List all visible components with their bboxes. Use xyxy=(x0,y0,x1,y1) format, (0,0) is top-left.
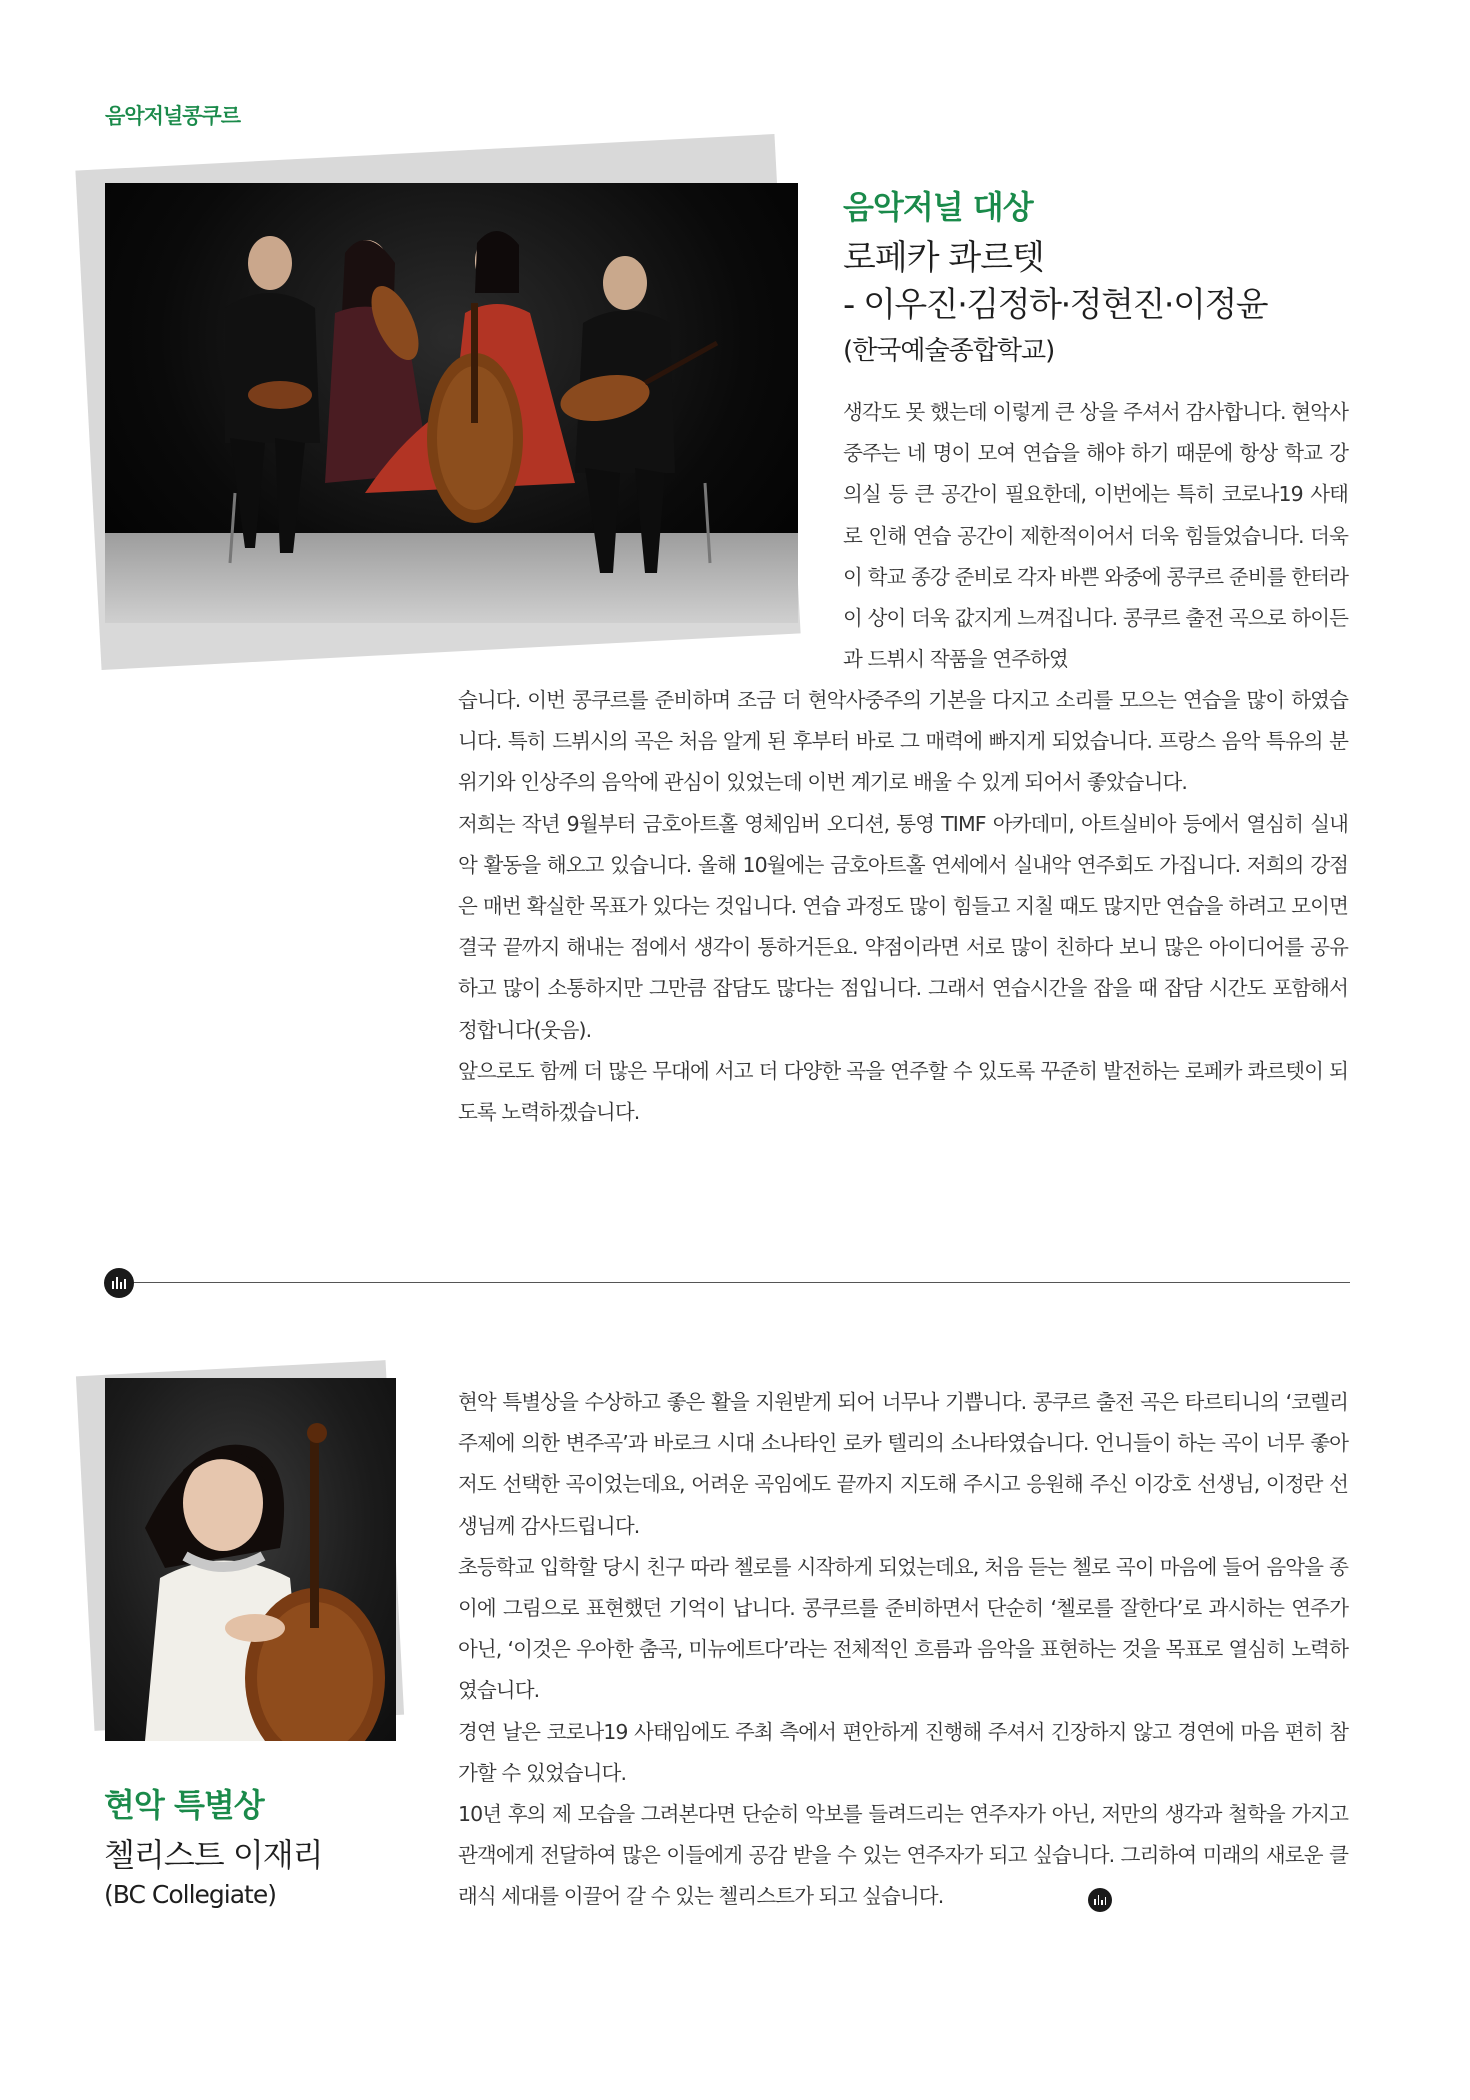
award-title-string-special: 현악 특별상 xyxy=(104,1786,264,1824)
cellist-school: (BC Collegiate) xyxy=(104,1880,276,1909)
cellist-photo xyxy=(105,1378,396,1741)
quartet-illustration xyxy=(105,183,798,623)
music-journal-logo-icon xyxy=(104,1268,134,1298)
article2-body xyxy=(458,1382,1348,1918)
article1-body xyxy=(458,680,1348,1133)
article2-paragraph: 경연 날은 코로나19 사태임에도 주최 측에서 편안하게 진행해 주셔서 긴장하지 않고 경연에 마음 편히 참가할 수 있었습니다. xyxy=(458,1719,1348,1785)
ensemble-school: (한국예술종합학교) xyxy=(843,336,1055,366)
article1-paragraph: 앞으로도 함께 더 많은 무대에 서고 더 다양한 곡을 연주할 수 있도록 꾸준히 발전하는 로페카 콰르텟이 되도록 노력하겠습니다. xyxy=(458,1058,1348,1125)
section-divider xyxy=(125,1282,1350,1283)
quartet-photo xyxy=(105,183,798,623)
award-title-grand-prize: 음악저널 대상 xyxy=(843,188,1033,226)
article1-intro-paragraph: 생각도 못 했는데 이렇게 큰 상을 주셔서 감사합니다. 현악사중주는 네 명이 모여 연습을 해야 하기 때문에 항상 학교 강의실 등 큰 공간이 필요한데, 이번에는 특히 코로나19 사태로 인해 연습 공간이 제한적이어서 더욱 힘들었습니다. 더욱이 학교 종강 준비로 각자 바쁜 와중에 콩쿠르 준비를 한터라 이 상이 더욱 값지게 느껴집니다. 콩쿠르 출전 곡으로 하이든과 드뷔시 작품을 연주하였 xyxy=(843,400,1348,672)
article2-paragraph: 초등학교 입학할 당시 친구 따라 첼로를 시작하게 되었는데요, 처음 듣는 첼로 곡이 마음에 들어 음악을 종이에 그림으로 표현했던 기억이 납니다. 콩쿠르를 준비하면서 단순히 ‘첼로를 잘한다’로 과시하는 연주가 아닌, ‘이것은 우아한 춤곡, 미뉴에트다’라는 전체적인 흐름과 음악을 표현하는 것을 목표로 열심히 노력하였습니다. xyxy=(458,1554,1348,1703)
article1-paragraph: 습니다. 이번 콩쿠르를 준비하며 조금 더 현악사중주의 기본을 다지고 소리를 모으는 연습을 많이 하였습니다. 특히 드뷔시의 곡은 처음 알게 된 후부터 바로 그 매력에 빠지게 되었습니다. 프랑스 음악 특유의 분위기와 인상주의 음악에 관심이 있었는데 이번 계기로 배울 수 있게 되어서 좋았습니다. xyxy=(458,688,1348,795)
article1-paragraph: 저희는 작년 9월부터 금호아트홀 영체임버 오디션, 통영 TIMF 아카데미, 아트실비아 등에서 열심히 실내악 활동을 해오고 있습니다. 올해 10월에는 금호아트홀 연세에서 실내악 연주회도 가집니다. 저희의 강점은 매번 확실한 목표가 있다는 것입니다. 연습 과정도 많이 힘들고 지칠 때도 많지만 연습을 하려고 모이면 결국 끝까지 해내는 점에서 생각이 통하거든요. 약점이라면 서로 많이 친하다 보니 많은 아이디어를 공유하고 많이 소통하지만 그만큼 잡담도 많다는 점입니다. 그래서 연습시간을 잡을 때 잡담 시간도 포함해서 정합니다(웃음). xyxy=(458,811,1348,1042)
end-mark-icon xyxy=(1088,1888,1112,1912)
ensemble-members: - 이우진·김정하·정현진·이정윤 xyxy=(843,285,1268,325)
ensemble-name: 로페카 콰르텟 xyxy=(843,238,1044,278)
article2-paragraph: 10년 후의 제 모습을 그려본다면 단순히 악보를 들려드리는 연주자가 아닌, 저만의 생각과 철학을 가지고 관객에게 전달하여 많은 이들에게 공감 받을 수 있는 연주자가 되고 싶습니다. 그리하여 미래의 새로운 클래식 세대를 이끌어 갈 수 있는 첼리스트가 되고 싶습니다. xyxy=(458,1802,1348,1909)
cellist-illustration xyxy=(105,1378,396,1741)
section-label: 음악저널콩쿠르 xyxy=(105,104,241,128)
cellist-name: 첼리스트 이재리 xyxy=(104,1836,323,1874)
article2-paragraph: 현악 특별상을 수상하고 좋은 활을 지원받게 되어 너무나 기쁩니다. 콩쿠르 출전 곡은 타르티니의 ‘코렐리 주제에 의한 변주곡’과 바로크 시대 소나타인 로카 텔리의 소나타였습니다. 언니들이 하는 곡이 너무 좋아 저도 선택한 곡이었는데요, 어려운 곡임에도 끝까지 지도해 주시고 응원해 주신 이강호 선생님, 이정란 선생님께 감사드립니다. xyxy=(458,1390,1348,1538)
